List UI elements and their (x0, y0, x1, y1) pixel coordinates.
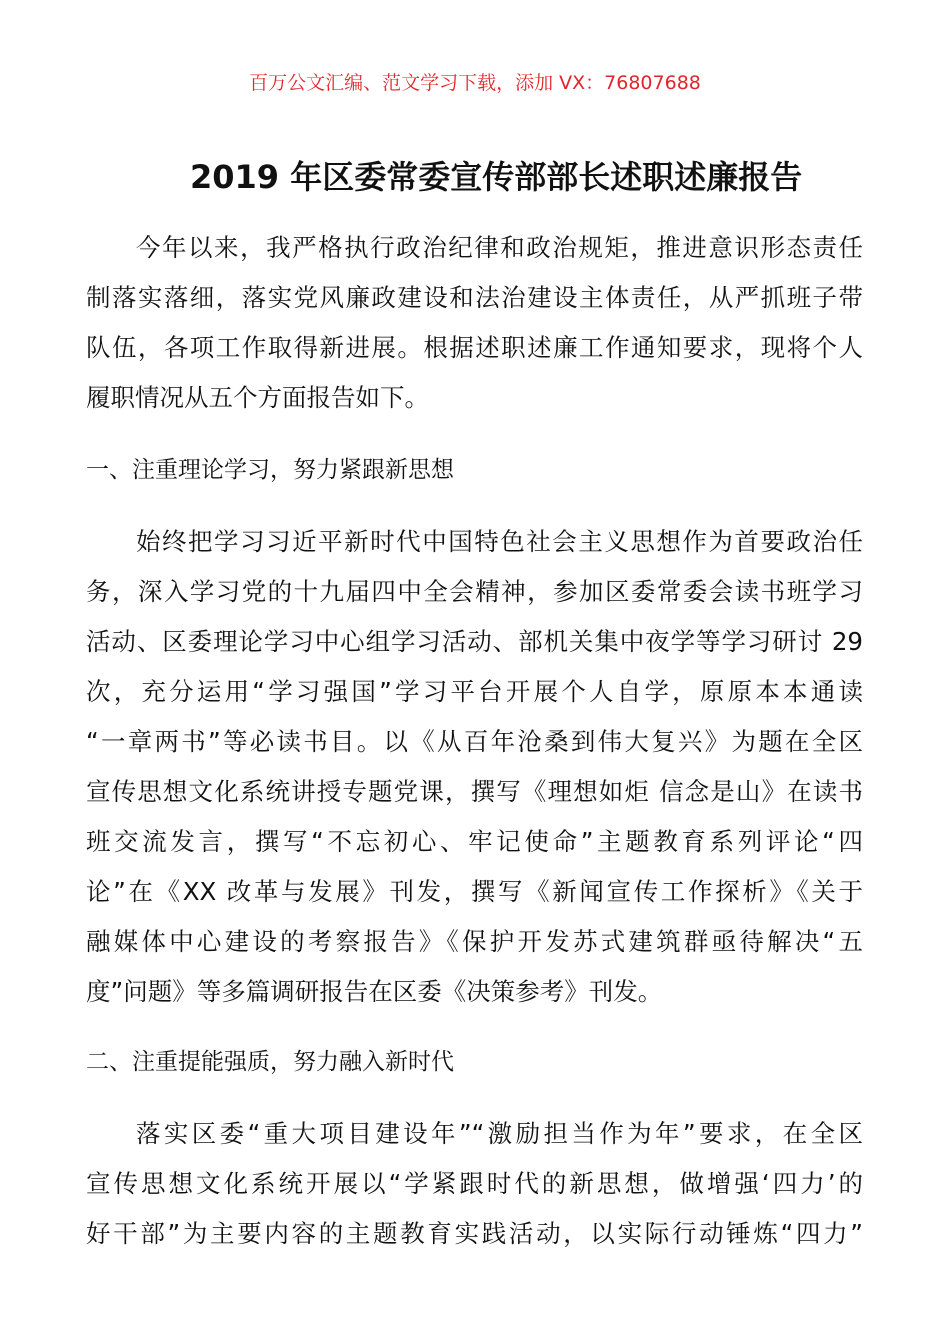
paragraph-line: 始终把学习习近平新时代中国特色社会主义思想作为首要政治任 (136, 527, 863, 556)
paragraph-line: 务，深入学习党的十九届四中全会精神，参加区委常委会读书班学习 (86, 577, 863, 606)
paragraph-line: 宣传思想文化系统讲授专题党课，撰写《理想如炬 信念是山》在读书 (86, 777, 863, 806)
paragraph-line: 履职情况从五个方面报告如下。 (86, 383, 429, 412)
paragraph-line: 次，充分运用“学习强国”学习平台开展个人自学，原原本本通读 (86, 677, 863, 706)
paragraph-line: 制落实落细，落实党风廉政建设和法治建设主体责任，从严抓班子带 (86, 283, 863, 312)
paragraph-line: 好干部”为主要内容的主题教育实践活动，以实际行动锤炼“四力” (86, 1219, 863, 1248)
paragraph-line: “一章两书”等必读书目。以《从百年沧桑到伟大复兴》为题在全区 (86, 727, 863, 756)
section1-paragraph (86, 517, 863, 1017)
intro-paragraph (86, 223, 863, 423)
section-heading-2: 二、注重提能强质，努力融入新时代 (86, 1049, 454, 1075)
paragraph-line: 度”问题》等多篇调研报告在区委《决策参考》刊发。 (86, 977, 663, 1006)
document-title: 2019 年区委常委宣传部部长述职述廉报告 (190, 158, 803, 196)
paragraph-line: 队伍，各项工作取得新进展。根据述职述廉工作通知要求，现将个人 (86, 333, 863, 362)
paragraph-line: 活动、区委理论学习中心组学习活动、部机关集中夜学等学习研讨 29 (86, 627, 863, 656)
paragraph-line: 今年以来，我严格执行政治纪律和政治规矩，推进意识形态责任 (136, 233, 863, 262)
section-heading-1: 一、注重理论学习，努力紧跟新思想 (86, 457, 454, 483)
paragraph-line: 班交流发言，撰写“不忘初心、牢记使命”主题教育系列评论“四 (86, 827, 863, 856)
paragraph-line: 宣传思想文化系统开展以“学紧跟时代的新思想，做增强‘四力’的 (86, 1169, 863, 1198)
watermark-header: 百万公文汇编、范文学习下载，添加 VX：76807688 (249, 72, 701, 94)
paragraph-line: 论”在《XX 改革与发展》刊发，撰写《新闻宣传工作探析》《关于 (86, 877, 863, 906)
section2-paragraph (86, 1109, 863, 1259)
paragraph-line: 落实区委“重大项目建设年”“激励担当作为年”要求，在全区 (136, 1119, 863, 1148)
paragraph-line: 融媒体中心建设的考察报告》《保护开发苏式建筑群亟待解决“五 (86, 927, 863, 956)
